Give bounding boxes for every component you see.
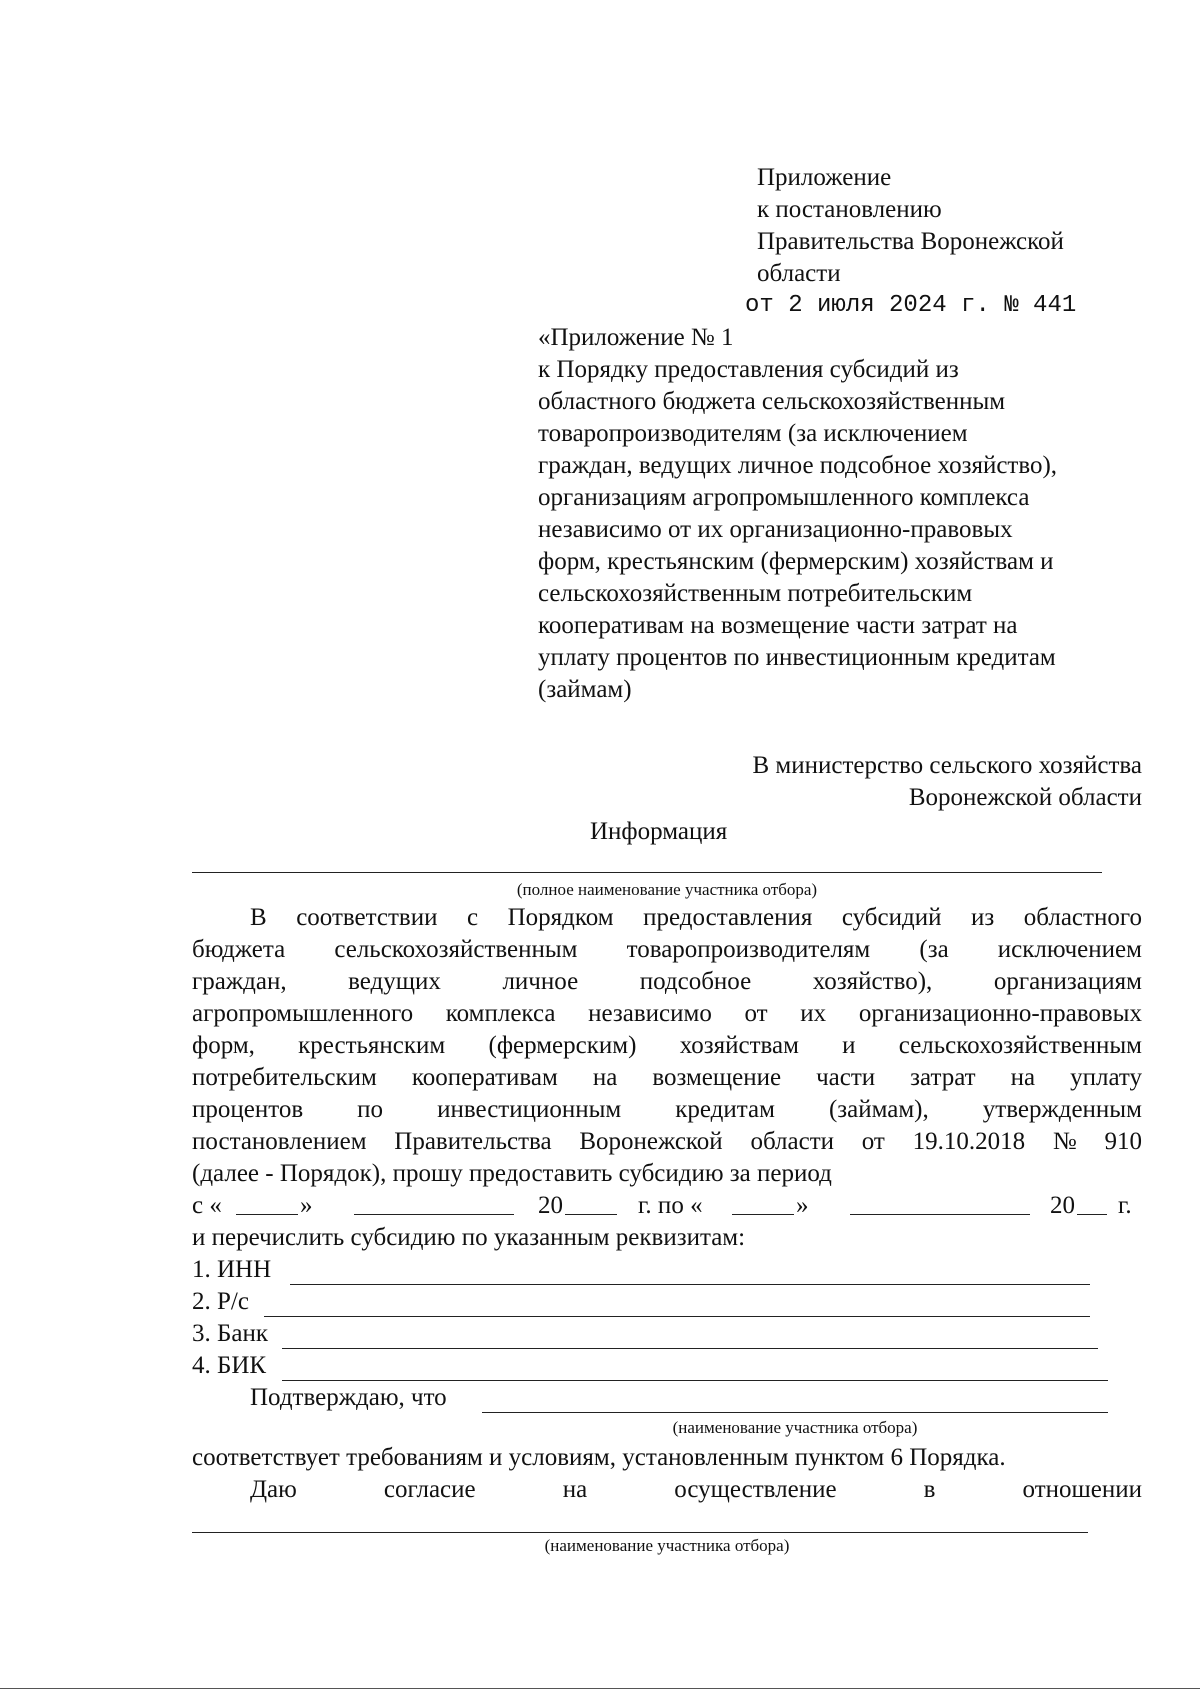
annex-block [538,322,1057,706]
confirm-text: Подтверждаю, что [250,1384,447,1411]
bik-label: 4. БИК [192,1352,267,1379]
body-paragraph-line: постановлением Правительства Воронежской области от 19.10.2018 № 910 [192,1128,1142,1155]
bank-field[interactable] [282,1348,1098,1349]
annex-line: товаропроизводителям (за исключением [538,420,968,447]
consent-name-field[interactable] [192,1532,1088,1533]
annex-line: (займам) [538,676,632,703]
period-from-month-field[interactable] [354,1192,514,1215]
inn-label: 1. ИНН [192,1256,272,1283]
annex-line: сельскохозяйственным потребительским [538,580,973,607]
full-name-caption: (полное наименование участника отбора) [516,880,818,899]
complies-text: соответствует требованиям и условиям, установленным пунктом 6 Порядка. [192,1444,1006,1471]
confirm-name-caption: (наименование участника отбора) [672,1418,918,1437]
header-government-label: Правительства Воронежской [757,228,1064,255]
header-date-stamp: от 2 июля 2024 г. № 441 [745,292,1077,319]
page-bottom-edge [0,1688,1200,1689]
transfer-text: и перечислить субсидию по указанным реквизитам: [192,1224,746,1251]
addressee-line: В министерство сельского хозяйства [752,752,1142,779]
annex-line: форм, крестьянским (фермерским) хозяйствам и [538,548,1054,575]
period-from-prefix: с « [192,1192,222,1219]
header-resolution-label: к постановлению [757,196,942,223]
annex-line: организациям агропромышленного комплекса [538,484,1030,511]
document-title: Информация [590,818,728,845]
annex-line: кооперативам на возмещение части затрат на [538,612,1018,639]
bik-field[interactable] [282,1380,1108,1381]
addressee-line: Воронежской области [908,784,1142,811]
annex-line: «Приложение № 1 [538,324,734,351]
body-paragraph-line: потребительским кооперативам на возмещение части затрат на уплату [192,1064,1142,1091]
body-paragraph-line: агропромышленного комплекса независимо от их организационно-правовых [192,1000,1142,1027]
header-region-label: области [757,260,841,287]
body-paragraph-line: граждан, ведущих личное подсобное хозяйство), организациям [192,968,1142,995]
body-paragraph-last-line: (далее - Порядок), прошу предоставить субсидию за период [192,1160,832,1187]
body-paragraph-line: бюджета сельскохозяйственным товаропроизводителям (за исключением [192,936,1142,963]
consent-name-caption: (наименование участника отбора) [544,1536,790,1555]
period-from-year-field[interactable] [565,1192,617,1215]
bank-label: 3. Банк [192,1320,268,1347]
period-line [192,1190,1142,1222]
body-paragraph-line: форм, крестьянским (фермерским) хозяйствам и сельскохозяйственным [192,1032,1142,1059]
period-to-prefix: г. по « [638,1192,703,1219]
consent-line: Даю согласие на осуществление в отношении [250,1476,1142,1503]
period-to-month-field[interactable] [850,1192,1030,1215]
period-from-day-field[interactable] [236,1192,298,1215]
annex-line: граждан, ведущих личное подсобное хозяйство), [538,452,1058,479]
period-quote-close: » [796,1192,809,1219]
period-quote-close: » [300,1192,313,1219]
period-to-year-prefix: 20 [1050,1192,1075,1219]
body-paragraph-line: процентов по инвестиционным кредитам (займам), утвержденным [192,1096,1142,1123]
annex-line: областного бюджета сельскохозяйственным [538,388,1006,415]
period-to-year-field[interactable] [1077,1192,1107,1215]
inn-field[interactable] [290,1284,1090,1285]
body-paragraph-line: В соответствии с Порядком предоставления субсидий из областного [250,904,1142,931]
full-name-field-line[interactable] [192,872,1102,873]
annex-line: к Порядку предоставления субсидий из [538,356,959,383]
period-from-year-prefix: 20 [538,1192,563,1219]
account-field[interactable] [264,1316,1090,1317]
annex-line: уплату процентов по инвестиционным кредитам [538,644,1056,671]
period-to-day-field[interactable] [732,1192,794,1215]
header-annex-label: Приложение [757,164,892,191]
confirm-name-field[interactable] [482,1412,1108,1413]
annex-line: независимо от их организационно-правовых [538,516,1013,543]
account-label: 2. Р/с [192,1288,249,1315]
period-year-suffix: г. [1118,1192,1132,1219]
